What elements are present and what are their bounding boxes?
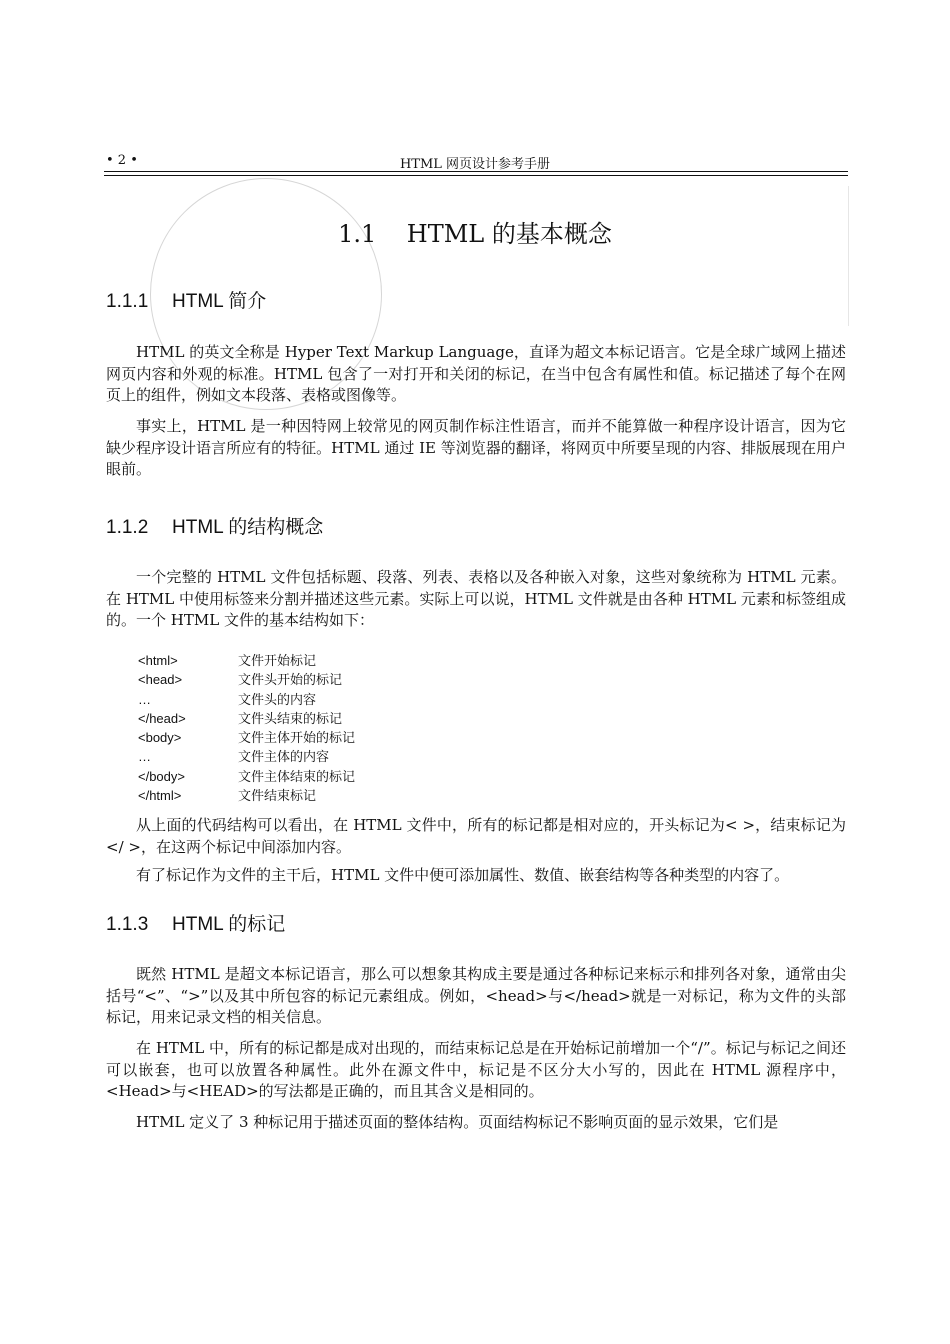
code-desc: 文件头结束的标记	[238, 710, 343, 726]
code-structure-listing	[138, 651, 355, 805]
paragraph: 一个完整的 HTML 文件包括标题、段落、列表、表格以及各种嵌入对象，这些对象统称为 HTML 元素。在 HTML 中使用标签来分割并描述这些元素。实际上可以说，HTML 文件就是由各种 HTML 元素和标签组成的。一个 HTML 文件的基本结构如下：	[106, 568, 846, 629]
paragraph: 从上面的代码结构可以看出，在 HTML 文件中，所有的标记都是相对应的，开头标记为< >，结束标记为</ >，在这两个标记中间添加内容。	[106, 816, 846, 856]
section-heading-1-1-1	[106, 286, 266, 313]
decorative-line	[848, 186, 849, 326]
section-heading-1-1-2	[106, 512, 323, 539]
code-tag: <head>	[138, 672, 183, 688]
paragraph: HTML 的英文全称是 Hyper Text Markup Language，直译为超文本标记语言。它是全球广域网上描述网页内容和外观的标准。HTML 包含了一对打开和关闭的标记，在当中包含有属性和值。标记描述了每个在网页上的组件，例如文本段落、表格或图像等。	[106, 343, 846, 404]
code-desc: 文件头开始的标记	[238, 672, 343, 688]
paragraph: 有了标记作为文件的主干后，HTML 文件中便可添加属性、数值、嵌套结构等各种类型的内容了。	[136, 866, 790, 884]
code-line	[138, 651, 355, 670]
paragraph: 既然 HTML 是超文本标记语言，那么可以想象其构成主要是通过各种标记来标示和排列各对象，通常由尖括号“<”、“>”以及其中所包容的标记元素组成。例如，<head>与</head>就是一对标记，称为文件的头部标记，用来记录文档的相关信息。	[106, 965, 846, 1026]
code-desc: 文件头的内容	[238, 691, 317, 707]
code-line	[138, 767, 355, 786]
code-line	[138, 690, 355, 709]
running-header-title: HTML 网页设计参考手册	[399, 157, 551, 172]
page-number: • 2 •	[106, 153, 138, 168]
code-line	[138, 670, 355, 689]
header-rule-thin	[104, 175, 848, 176]
section-number: 1.1.3	[106, 914, 149, 935]
code-tag: …	[138, 749, 151, 765]
section-number: 1.1.2	[106, 517, 149, 538]
code-desc: 文件主体开始的标记	[238, 730, 356, 746]
code-desc: 文件开始标记	[238, 653, 317, 668]
code-line	[138, 709, 355, 728]
code-tag: …	[138, 691, 151, 707]
code-line	[138, 747, 355, 766]
paragraph: 事实上，HTML 是一种因特网上较常见的网页制作标注性语言，而并不能算做一种程序设计语言，因为它缺少程序设计语言所应有的特征。HTML 通过 IE 等浏览器的翻译，将网页中所要呈现的内容、排版展现在用户眼前。	[106, 417, 846, 478]
code-desc: 文件主体的内容	[238, 749, 330, 765]
section-title: HTML 的结构概念	[172, 517, 324, 538]
section-heading-1-1-3	[106, 909, 285, 936]
section-number: 1.1.1	[106, 291, 149, 312]
section-title: HTML 的标记	[172, 914, 286, 935]
code-tag: <html>	[138, 653, 178, 668]
code-tag: </head>	[138, 710, 186, 726]
header-rule-thick	[104, 171, 848, 172]
paragraph: HTML 定义了 3 种标记用于描述页面的整体结构。页面结构标记不影响页面的显示效果，它们是	[136, 1113, 779, 1131]
code-tag: <body>	[138, 730, 182, 746]
code-line	[138, 728, 355, 747]
paragraph: 在 HTML 中，所有的标记都是成对出现的，而结束标记总是在开始标记前增加一个“/”。标记与标记之间还可以嵌套，也可以放置各种属性。此外在源文件中，标记是不区分大小写的，因此在 HTML 源程序中，<Head>与<HEAD>的写法都是正确的，而且其含义是相同的。	[106, 1039, 846, 1100]
code-tag: </html>	[138, 788, 182, 804]
code-desc: 文件结束标记	[238, 788, 317, 804]
chapter-title: 1.1 HTML 的基本概念	[338, 220, 612, 248]
code-line	[138, 786, 355, 805]
code-tag: </body>	[138, 768, 185, 784]
code-desc: 文件主体结束的标记	[238, 768, 356, 784]
section-title: HTML 简介	[172, 291, 267, 312]
